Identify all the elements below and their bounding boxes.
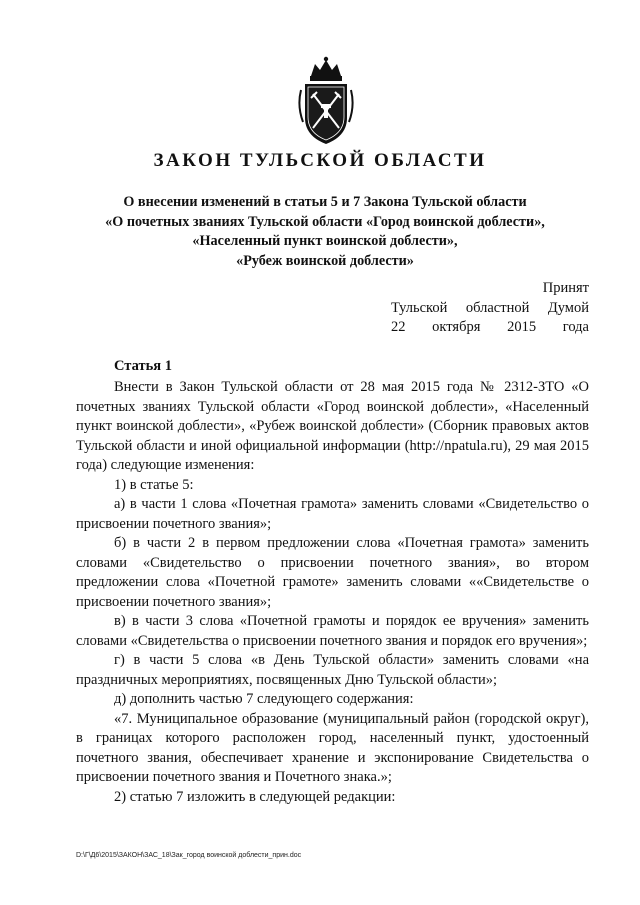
paragraph: г) в части 5 слова «в День Тульской области» заменить словами «на праздничных мероприятиях, посвященных Дню Тульской области»;: [76, 652, 589, 688]
adopted-by-line: [391, 299, 589, 319]
paragraph: 1) в статье 5:: [114, 476, 194, 493]
article-heading: Статья 1: [114, 358, 172, 374]
subtitle-line: «Населенный пункт воинской доблести»,: [192, 233, 458, 249]
adopted-label: Принят: [542, 280, 589, 296]
adopted-word: Думой: [547, 299, 589, 316]
adoption-block: [391, 279, 589, 338]
subtitle-line: О внесении изменений в статьи 5 и 7 Закона Тульской области: [123, 194, 527, 210]
law-subtitle: [80, 193, 570, 271]
adopted-date-line: [391, 318, 589, 338]
paragraph: Внести в Закон Тульской области от 28 мая 2015 года № 2312-ЗТО «О почетных званиях Тульской области «Город воинской доблести», «Населенный пункт воинской доблести», «Рубеж воинской доблести» (Сборник правовых актов Тульской области и иной официальной информации (http://npatula.ru), 29 мая 2015 года) следующие изменения:: [76, 379, 589, 473]
article-body: [76, 378, 589, 807]
adopted-date-word: 22: [391, 319, 406, 335]
paragraph: в) в части 3 слова «Почетной грамоты и порядок ее вручения» заменить словами «Свидетельства о присвоении почетного звания и порядок его вручения»;: [76, 613, 589, 649]
file-path-footer: D:\Г\Д6\2015\ЗАКОН\ЗАС_18\Зак_город воинской доблести_прин.doc: [76, 852, 302, 859]
adopted-word: Тульской: [391, 299, 448, 316]
law-title: ЗАКОН ТУЛЬСКОЙ ОБЛАСТИ: [153, 150, 487, 171]
tula-coat-of-arms-icon: [297, 56, 355, 146]
paragraph: «7. Муниципальное образование (муниципальный район (городской округ), в границах которого расположен город, населенный пункт, удостоенный почетного звания, обеспечивает хранение и экспонирование Свидетельства о присвоении почетного звания и Почетного знака.»;: [76, 710, 589, 785]
subtitle-line: «Рубеж воинской доблести»: [236, 252, 414, 269]
paragraph: 2) статью 7 изложить в следующей редакции:: [114, 788, 396, 805]
adopted-date-word: 2015: [507, 319, 537, 335]
adopted-word: областной: [465, 299, 530, 316]
adopted-date-word: года: [562, 319, 589, 335]
subtitle-line: «О почетных званиях Тульской области «Город воинской доблести»,: [105, 213, 545, 230]
paragraph: б) в части 2 в первом предложении слова «Почетная грамота» заменить словами «Свидетельство о присвоении почетного звания», во втором предложении слова «Почетной грамоте» заменить словами ««Свидетельстве о присвоении почетного звания»;: [76, 535, 589, 610]
adopted-date-word: октября: [432, 319, 481, 335]
paragraph: д) дополнить частью 7 следующего содержания:: [114, 691, 414, 707]
paragraph: а) в части 1 слова «Почетная грамота» заменить словами «Свидетельство о присвоении почетного звания»;: [76, 496, 589, 532]
